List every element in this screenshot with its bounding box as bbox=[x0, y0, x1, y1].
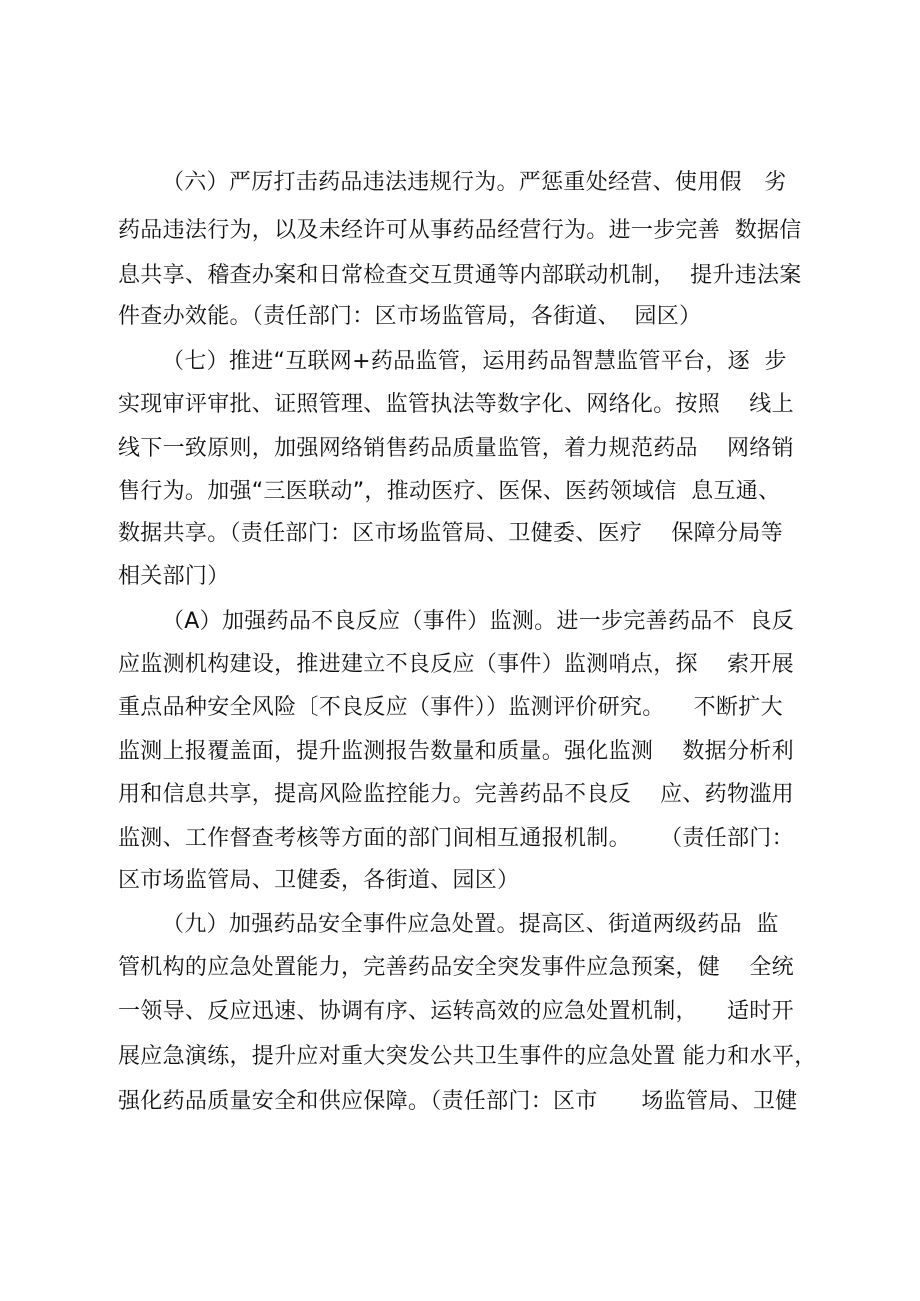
paragraph-8-line-6: 监测、工作督查考核等方面的部门间相互通报机制。 （责任部门： bbox=[118, 826, 794, 851]
paragraph-8-line-1: （A）加强药品不良反应（事件）监测。进一步完善药品不 良反 bbox=[162, 609, 795, 634]
paragraph-8-line-2: 应监测机构建设，推进建立不良反应（事件）监测哨点，探 索开展 bbox=[118, 652, 794, 677]
paragraph-7-line-3: 线下一致原则，加强网络销售药品质量监管，着力规范药品 网络销 bbox=[118, 436, 794, 461]
paragraph-7-line-2: 实现审评审批、证照管理、监管执法等数字化、网络化。按照 线上 bbox=[118, 392, 794, 417]
paragraph-6-line-4: 件查办效能。（责任部门：区市场监管局，各街道、 园区） bbox=[118, 304, 702, 329]
paragraph-9-line-1: （九）加强药品安全事件应急处置。提高区、街道两级药品 监 bbox=[162, 912, 779, 937]
paragraph-6-line-3: 息共享、稽查办案和日常检查交互贯通等内部联动机制， 提升违法案 bbox=[118, 263, 802, 288]
paragraph-9-line-5: 强化药品质量安全和供应保障。（责任部门：区市 场监管局、卫健 bbox=[118, 1089, 798, 1114]
paragraph-7-line-5: 数据共享。（责任部门：区市场监管局、卫健委、医疗 保障分局等 bbox=[118, 521, 783, 546]
paragraph-8-line-3: 重点品种安全风险〔不良反应（事件））监测评价研究。 不断扩大 bbox=[118, 695, 783, 720]
paragraph-9-line-2: 管机构的应急处置能力，完善药品安全突发事件应急预案，健 全统 bbox=[118, 955, 794, 980]
paragraph-8-line-7: 区市场监管局、卫健委，各街道、园区） bbox=[118, 868, 520, 893]
paragraph-9-line-3: 一领导、反应迅速、协调有序、运转高效的应急处置机制， 适时开 bbox=[118, 999, 794, 1024]
paragraph-7-line-1: （七）推进“互联网+药品监管，运用药品智慧监管平台，逐 步 bbox=[162, 349, 787, 374]
paragraph-6-line-2: 药品违法行为，以及未经许可从事药品经营行为。进一步完善 数据信 bbox=[118, 218, 802, 243]
paragraph-9-line-4: 展应急演练，提升应对重大突发公共卫生事件的应急处置 能力和水平， bbox=[118, 1044, 817, 1069]
paragraph-7-line-6: 相关部门） bbox=[118, 564, 230, 589]
paragraph-8-line-5: 用和信息共享，提高风险监控能力。完善药品不良反 应、药物滥用 bbox=[118, 782, 794, 807]
paragraph-7-line-4: 售行为。加强“三医联动”，推动医疗、医保、医药领域信 息互通、 bbox=[118, 479, 781, 504]
paragraph-8-line-4: 监测上报覆盖面，提升监测报告数量和质量。强化监测 数据分析利 bbox=[118, 739, 794, 764]
paragraph-6-line-1: （六）严厉打击药品违法违规行为。严惩重处经营、使用假 劣 bbox=[162, 170, 787, 195]
